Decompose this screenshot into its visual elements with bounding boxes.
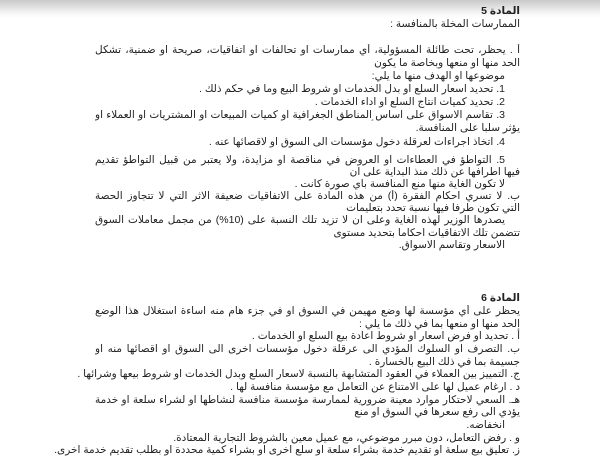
paragraph-b-line: الاسعار وتقاسم الاسواق. [398,239,505,251]
article-6-line: انخفاضه. [466,419,505,431]
article-6-line: الحد منها او منعها بما في ذلك ما يلي : [359,318,520,330]
list-item-cont: فيها اطرافها عن ذلك منذ البداية على ان [349,166,520,178]
article-6-line: يحظر على أي مؤسسة لها وضع مهيمن في السوق او في جزء هام منه اساءة استغلال هذا الوضع [95,305,520,317]
paragraph-a-line: أ . يحظر، تحت طائلة المسؤولية، أي ممارسات او تحالفات او اتفاقيات، صريحة او ضمنية، تشكل [95,44,520,56]
list-item-cont: لا تكون الغاية منها منع المنافسة باي صورة كانت . [294,178,505,190]
article-6-line: هـ. السعي لاحتكار موارد معينة ضرورية لممارسة مؤسسة منافسة لنشاطها او لشراء سلعة او خدمة [95,394,520,406]
article-6-line: يؤدي الى رفع سعرها في السوق او منع [354,406,520,418]
paragraph-a-line: الحد منها او منعها وبخاصة ما يكون [374,57,520,69]
list-item: 5. التواطؤ في العطاءات او العروض في مناقصة او مزايدة، ولا يعتبر من قبيل التواطؤ تقديم [95,154,505,166]
paragraph-b-line: التي تكون طرفا فيها نسبة تحدد بتعليمات [346,202,520,214]
list-item-cont: يؤثر سلبا على المنافسة. [415,122,520,134]
article-6-line: ب. التصرف او السلوك المؤدي الى عرقلة دخول مؤسسات اخرى الى السوق او اقصائها منه او [95,343,520,355]
paragraph-b-line: تتضمن تلك الاتفاقيات احكاما بتحديد مستوى [333,227,520,239]
list-item: 1. تحديد اسعار السلع او بدل الخدمات او شروط البيع وما في حكم ذلك . [199,83,505,95]
article-6-line: ج. التمييز بين العملاء في العقود المتشابهة بالنسبة لاسعار السلع وبدل الخدمات او شروط بيعها وشرائها . [77,368,520,380]
article-6-line: د . ارغام عميل لها على الامتناع عن التعامل مع مؤسسة منافسة لها . [230,381,520,393]
article-6-line: و . رفض التعامل، دون مبرر موضوعي، مع عميل معين بالشروط التجارية المعتادة. [173,432,520,444]
article-6-line: أ . تحديد او فرض اسعار او شروط اعادة بيع السلع او الخدمات . [251,330,520,342]
article-5-title: المادة 5 [481,5,520,17]
article-6-line: جسيمة بما في ذلك البيع بالخسارة . [368,356,520,368]
article-6-title: المادة 6 [481,292,520,304]
list-item: 3. تقاسم الاسواق على اساس المناطق الجغرافية او كميات المبيعات او المشتريات او العملاء او [95,109,505,121]
article-5-subtitle: الممارسات المخلة بالمنافسة : [390,18,520,30]
paragraph-b-line: ب. لا تسري احكام الفقرة (أ) من هذه المادة على الاتفاقيات ضعيفة الاثر التي لا تتجاوز الحصة [95,190,520,202]
paragraph-a-line: موضوعها او الهدف منها ما يلي: [371,70,505,82]
paragraph-b-line: يصدرها الوزير لهذه الغاية وعلى ان لا تزيد تلك النسبة على (10%) من مجمل معاملات السوق [95,214,505,226]
article-6-line: ز. تعليق بيع سلعة او تقديم خدمة بشراء سلعة او سلع اخرى او بشراء كمية محددة او بطلب تقديم خدمة اخرى. [54,444,520,456]
list-item: 2. تحديد كميات انتاج السلع او اداء الخدمات . [314,96,505,108]
list-item: 4. اتخاذ اجراءات لعرقلة دخول مؤسسات الى السوق او لاقصائها عنه . [208,136,505,148]
